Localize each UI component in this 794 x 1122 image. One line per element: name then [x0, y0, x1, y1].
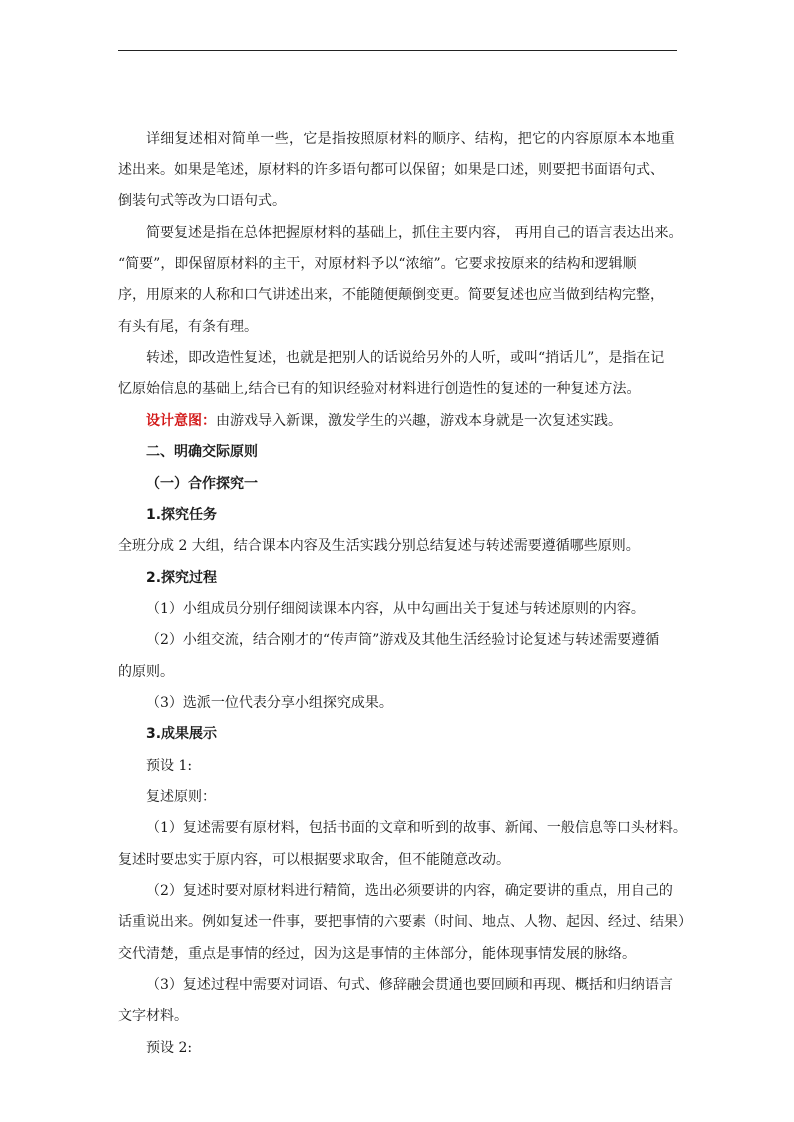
header-rule	[118, 50, 677, 51]
paragraph-line: 述出来。如果是笔述，原材料的许多语句都可以保留；如果是口述，则要把书面语句式、	[118, 162, 664, 178]
subsection-heading: （一）合作探究一	[146, 476, 258, 492]
principle-line: 话重说出来。例如复述一件事，要把事情的六要素（时间、地点、人物、起因、经过、结果）	[118, 914, 692, 930]
process-step: （3）选派一位代表分享小组探究成果。	[146, 695, 393, 711]
paragraph-line: 有头有尾，有条有理。	[118, 319, 258, 335]
result-heading: 3.成果展示	[146, 726, 218, 742]
paragraph-line: “简要”，即保留原材料的主干，对原材料予以“浓缩”。它要求按原来的结构和逻辑顺	[118, 256, 637, 272]
task-heading: 1.探究任务	[146, 507, 218, 523]
principle-line: （1）复述需要有原材料，包括书面的文章和听到的故事、新闻、一般信息等口头材料。	[146, 820, 687, 836]
process-step: 的原则。	[118, 664, 174, 680]
principle-line: （2）复述时要对原材料进行精简，选出必须要讲的内容，确定要讲的重点，用自己的	[146, 883, 673, 899]
design-intent-label: 设计意图：	[146, 413, 216, 429]
paragraph-line: 忆原始信息的基础上,结合已有的知识经验对材料进行创造性的复述的一种复述方法。	[118, 381, 641, 397]
process-heading: 2.探究过程	[146, 570, 218, 586]
preset-label: 预设 2:	[146, 1040, 193, 1056]
process-step: （2）小组交流，结合刚才的“传声筒”游戏及其他生活经验讨论复述与转述需要遵循	[146, 632, 660, 648]
process-step: （1）小组成员分别仔细阅读课本内容，从中勾画出关于复述与转述原则的内容。	[146, 601, 645, 617]
principle-line: 文字材料。	[118, 1008, 188, 1024]
design-intent	[146, 411, 622, 431]
principle-line: （3）复述过程中需要对词语、句式、修辞融会贯通也要回顾和再现、概括和归纳语言	[146, 977, 673, 993]
design-intent-text: 由游戏导入新课，激发学生的兴趣，游戏本身就是一次复述实践。	[216, 413, 622, 429]
principles-label: 复述原则：	[146, 789, 216, 805]
preset-label: 预设 1:	[146, 758, 193, 774]
paragraph-line: 倒装句式等改为口语句式。	[118, 193, 286, 209]
principle-line: 复述时要忠实于原内容，可以根据要求取舍，但不能随意改动。	[118, 852, 510, 868]
task-text: 全班分成 2 大组，结合课本内容及生活实践分别总结复述与转述需要遵循哪些原则。	[118, 538, 640, 554]
section-heading: 二、明确交际原则	[146, 444, 258, 460]
paragraph-line: 简要复述是指在总体把握原材料的基础上，抓住主要内容， 再用自己的语言表达出来。	[146, 225, 683, 241]
paragraph-line: 详细复述相对简单一些，它是指按照原材料的顺序、结构，把它的内容原原本本地重	[146, 131, 676, 147]
paragraph-line: 转述，即改造性复述，也就是把别人的话说给另外的人听，或叫“捎话儿”，是指在记	[146, 350, 665, 366]
paragraph-line: 序，用原来的人称和口气讲述出来，不能随便颠倒变更。简要复述也应当做到结构完整，	[118, 287, 664, 303]
principle-line: 交代清楚，重点是事情的经过，因为这是事情的主体部分，能体现事情发展的脉络。	[118, 946, 636, 962]
